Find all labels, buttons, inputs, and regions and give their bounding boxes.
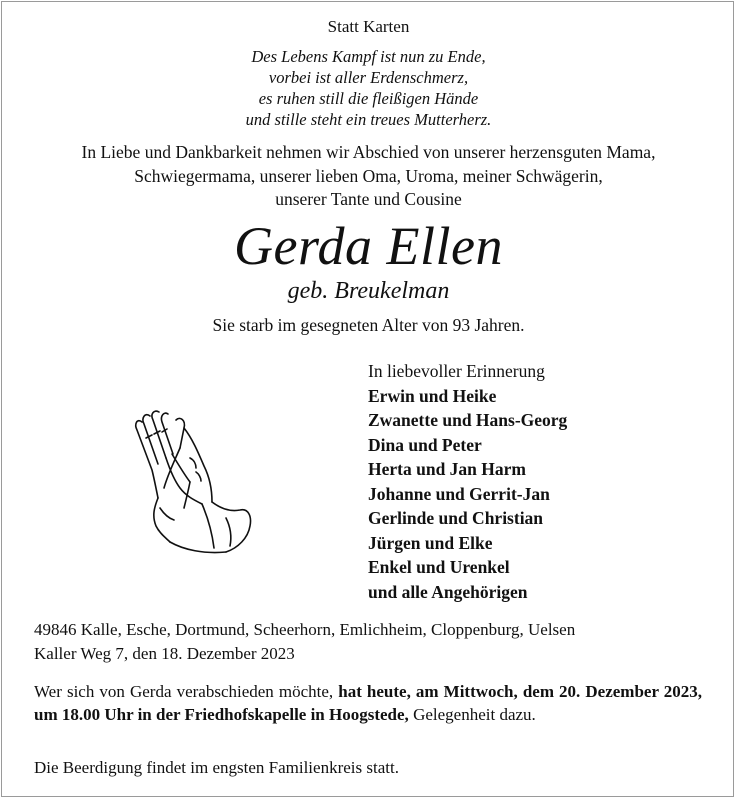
family-member: Johanne und Gerrit-Jan [368, 483, 550, 504]
family-list [368, 359, 567, 604]
family-member: Erwin und Heike [368, 385, 497, 406]
intro-line: unserer Tante und Cousine [275, 189, 462, 209]
family-member: Dina und Peter [368, 434, 482, 455]
address-line: Kaller Weg 7, den 18. Dezember 2023 [34, 644, 295, 663]
service-intro: Wer sich von Gerda verabschieden möchte, [34, 682, 334, 701]
deceased-name: Gerda Ellen [234, 216, 503, 276]
places-line: 49846 Kalle, Esche, Dortmund, Scheerhorn, Emlichheim, Cloppenburg, Uelsen [34, 620, 576, 639]
family-member: und alle Angehörigen [368, 581, 528, 602]
intro-line: Schwiegermama, unserer lieben Oma, Uroma, meiner Schwägerin, [134, 165, 603, 186]
family-member: Zwanette und Hans-Georg [368, 410, 568, 430]
family-member: Gerlinde und Christian [368, 508, 544, 528]
burial-line: Die Beerdigung findet im engsten Familienkreis statt. [34, 758, 399, 777]
intro-text [0, 141, 737, 212]
birth-name: geb. Breukelman [287, 278, 450, 304]
poem-line: es ruhen still die fleißigen Hände [258, 89, 479, 108]
poem-line: vorbei ist aller Erdenschmerz, [268, 68, 469, 87]
header-text: Statt Karten [327, 17, 410, 36]
service-details: hat heute, am Mittwoch, dem 20. Dezember 2023, um 18.00 Uhr in der Friedhofskapelle in Hoogstede, [34, 682, 703, 724]
service-end: Gelegenheit dazu. [413, 705, 536, 724]
poem-line: Des Lebens Kampf ist nun zu Ende, [251, 47, 486, 66]
family-member: Enkel und Urenkel [368, 557, 510, 577]
family-member: Herta und Jan Harm [368, 459, 526, 479]
poem-line: und stille steht ein treues Mutterherz. [245, 110, 492, 129]
family-heading: In liebevoller Erinnerung [368, 361, 545, 381]
poem [0, 46, 737, 130]
family-member: Jürgen und Elke [368, 532, 493, 553]
age-line: Sie starb im gesegneten Alter von 93 Jahren. [212, 315, 525, 335]
praying-hands-icon [128, 408, 258, 556]
service-info [34, 680, 702, 726]
intro-line: In Liebe und Dankbarkeit nehmen wir Abschied von unserer herzensguten Mama, [81, 142, 656, 162]
